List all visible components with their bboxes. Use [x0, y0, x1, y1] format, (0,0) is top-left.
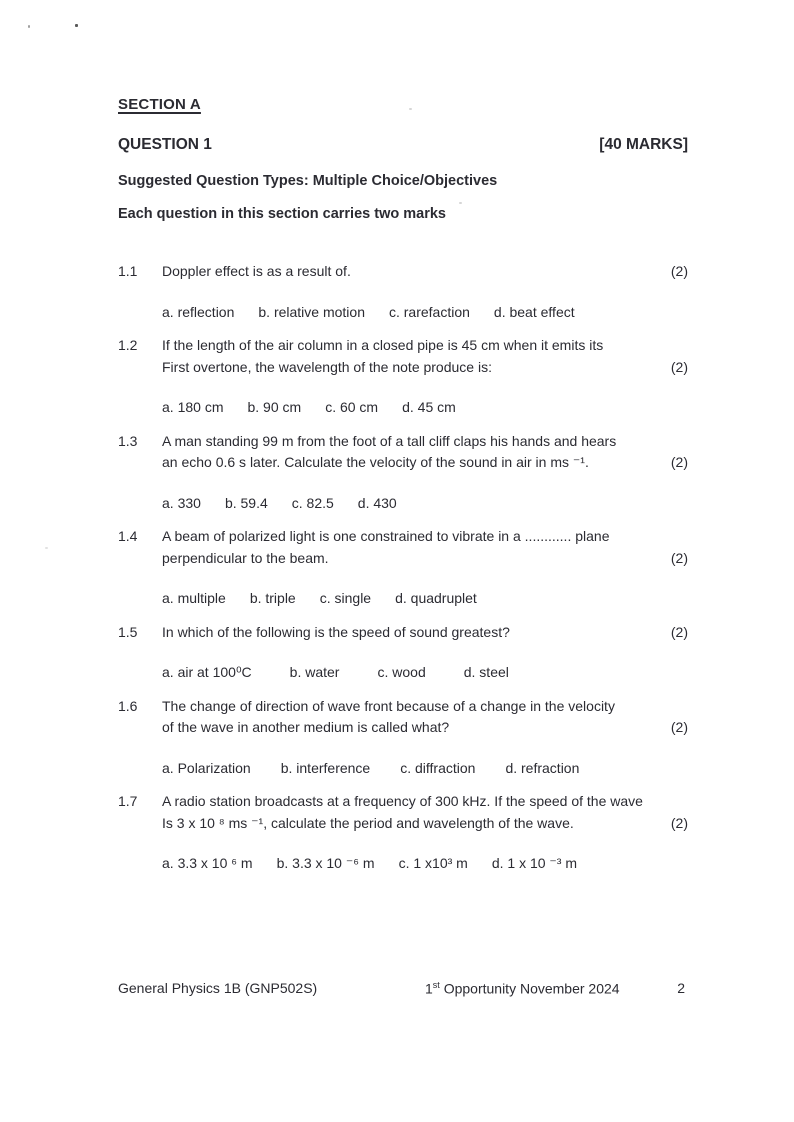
- question-block: [118, 431, 688, 515]
- answer-option: d. beat effect: [493, 303, 575, 320]
- answer-option: a. air at 100⁰C: [162, 664, 252, 680]
- question-header-row: [118, 136, 688, 154]
- question-number: 1.7: [118, 793, 138, 809]
- answer-option: a. 330: [162, 494, 201, 511]
- answer-option: d. 45 cm: [402, 399, 456, 415]
- answer-options-row: [162, 853, 688, 875]
- answer-option: a. 180 cm: [162, 399, 224, 415]
- question-marks: (2): [670, 549, 688, 566]
- answer-option: b. 90 cm: [247, 399, 302, 415]
- scan-artifact: [45, 547, 48, 549]
- question-number: 1.5: [118, 623, 138, 640]
- question-lines: [118, 335, 688, 378]
- question-text: Is 3 x 10 ⁸ ms ⁻¹, calculate the period and wavelength of the wave.: [162, 814, 574, 831]
- question-lines: [118, 622, 688, 644]
- question-marks: [654, 696, 688, 718]
- footer-session-text: Opportunity November 2024: [439, 980, 620, 997]
- page-footer: [118, 980, 688, 1000]
- question-line: [118, 526, 688, 548]
- answer-option: c. diffraction: [400, 759, 476, 776]
- question-text: A man standing 99 m from the foot of a tall cliff claps his hands and hears: [162, 432, 617, 449]
- question-text: A radio station broadcasts at a frequency of 300 kHz. If the speed of the wave: [162, 793, 643, 809]
- question-text: of the wave in another medium is called what?: [162, 719, 450, 735]
- question-header: QUESTION 1: [118, 136, 212, 153]
- answer-option: c. rarefaction: [388, 303, 470, 320]
- footer-session-number: 1: [425, 980, 433, 997]
- marks-header: [40 MARKS]: [599, 136, 688, 153]
- question-text: In which of the following is the speed of sound greatest?: [162, 623, 510, 640]
- question-marks: [654, 335, 688, 357]
- answer-option: b. 59.4: [224, 494, 268, 511]
- answer-options-row: [162, 493, 688, 515]
- page-content: [118, 96, 688, 887]
- section-title: SECTION A: [118, 96, 201, 113]
- question-lines: [118, 791, 688, 834]
- questions-list: [118, 261, 688, 875]
- question-line: [118, 548, 688, 570]
- answer-option: b. relative motion: [258, 303, 365, 320]
- question-lines: [118, 431, 688, 474]
- question-line: [118, 717, 688, 739]
- answer-option: a. reflection: [162, 303, 235, 320]
- question-number: 1.6: [118, 697, 138, 714]
- answer-option: b. interference: [280, 759, 371, 776]
- question-line: [118, 357, 688, 379]
- question-line: [118, 696, 688, 718]
- question-text: perpendicular to the beam.: [162, 549, 329, 566]
- question-marks: [654, 791, 688, 813]
- question-marks: (2): [670, 814, 688, 831]
- question-marks: (2): [670, 719, 688, 735]
- question-line: [118, 261, 688, 283]
- question-lines: [118, 696, 688, 739]
- answer-option: a. multiple: [162, 590, 226, 606]
- answer-options-row: [162, 397, 688, 419]
- question-text: First overtone, the wavelength of the note produce is:: [162, 358, 492, 375]
- question-number: 1.4: [118, 528, 138, 544]
- answer-options-row: [162, 662, 688, 684]
- footer-course-title: General Physics 1B (GNP502S): [118, 980, 318, 996]
- answer-options-row: [162, 588, 688, 610]
- answer-option: d. quadruplet: [395, 590, 477, 606]
- answer-option: d. 430: [357, 494, 397, 511]
- question-lines: [118, 261, 688, 283]
- question-number: [118, 717, 162, 739]
- question-number: [118, 548, 162, 570]
- answer-option: d. 1 x 10 ⁻³ m: [491, 855, 578, 871]
- question-line: [118, 813, 688, 835]
- question-number: 1.3: [118, 432, 138, 449]
- question-text: an echo 0.6 s later. Calculate the velocity of the sound in air in ms ⁻¹.: [162, 454, 589, 470]
- question-marks: (2): [670, 358, 688, 375]
- footer-session-ordinal: st: [432, 980, 440, 990]
- answer-option: c. 60 cm: [325, 399, 379, 415]
- question-block: [118, 335, 688, 419]
- question-marks: (2): [670, 623, 688, 640]
- footer-page-number: 2: [677, 980, 685, 996]
- question-marks: [654, 526, 688, 548]
- question-marks: [654, 431, 688, 453]
- answer-option: a. 3.3 x 10 ⁶ m: [162, 855, 253, 871]
- answer-option: b. water: [289, 664, 340, 680]
- question-line: [118, 452, 688, 474]
- answer-option: c. wood: [377, 664, 426, 680]
- question-number: [118, 813, 162, 835]
- answer-option: c. 1 x10³ m: [398, 855, 468, 871]
- question-line: [118, 791, 688, 813]
- question-line: [118, 431, 688, 453]
- scan-artifact: [75, 24, 78, 27]
- question-text: If the length of the air column in a closed pipe is 45 cm when it emits its: [162, 337, 604, 353]
- answer-option: b. triple: [249, 590, 296, 606]
- question-block: [118, 791, 688, 875]
- answer-option: a. Polarization: [162, 759, 251, 776]
- answer-option: c. single: [319, 590, 372, 606]
- question-block: [118, 261, 688, 323]
- question-block: [118, 622, 688, 684]
- question-number: 1.2: [118, 337, 138, 353]
- question-number: [118, 452, 162, 474]
- answer-option: d. refraction: [505, 759, 580, 776]
- question-text: Doppler effect is as a result of.: [162, 263, 351, 279]
- question-lines: [118, 526, 688, 569]
- answer-option: b. 3.3 x 10 ⁻⁶ m: [276, 855, 375, 871]
- question-text: The change of direction of wave front because of a change in the velocity: [162, 697, 615, 714]
- question-line: [118, 622, 688, 644]
- answer-options-row: [162, 758, 688, 780]
- scan-artifact: [28, 25, 30, 28]
- answer-option: c. 82.5: [291, 494, 334, 511]
- question-marks: (2): [670, 454, 688, 470]
- question-marks: (2): [670, 263, 688, 279]
- question-number: [118, 357, 162, 379]
- question-text: A beam of polarized light is one constrained to vibrate in a ............ plane: [162, 528, 610, 544]
- question-block: [118, 526, 688, 610]
- footer-exam-session: [425, 980, 620, 997]
- question-types-subtitle: Suggested Question Types: Multiple Choice/Objectives: [118, 173, 498, 189]
- question-block: [118, 696, 688, 780]
- answer-options-row: [162, 302, 688, 324]
- marks-per-question-subtitle: Each question in this section carries two marks: [118, 206, 446, 222]
- question-line: [118, 335, 688, 357]
- answer-option: d. steel: [463, 664, 509, 680]
- question-number: 1.1: [118, 263, 138, 279]
